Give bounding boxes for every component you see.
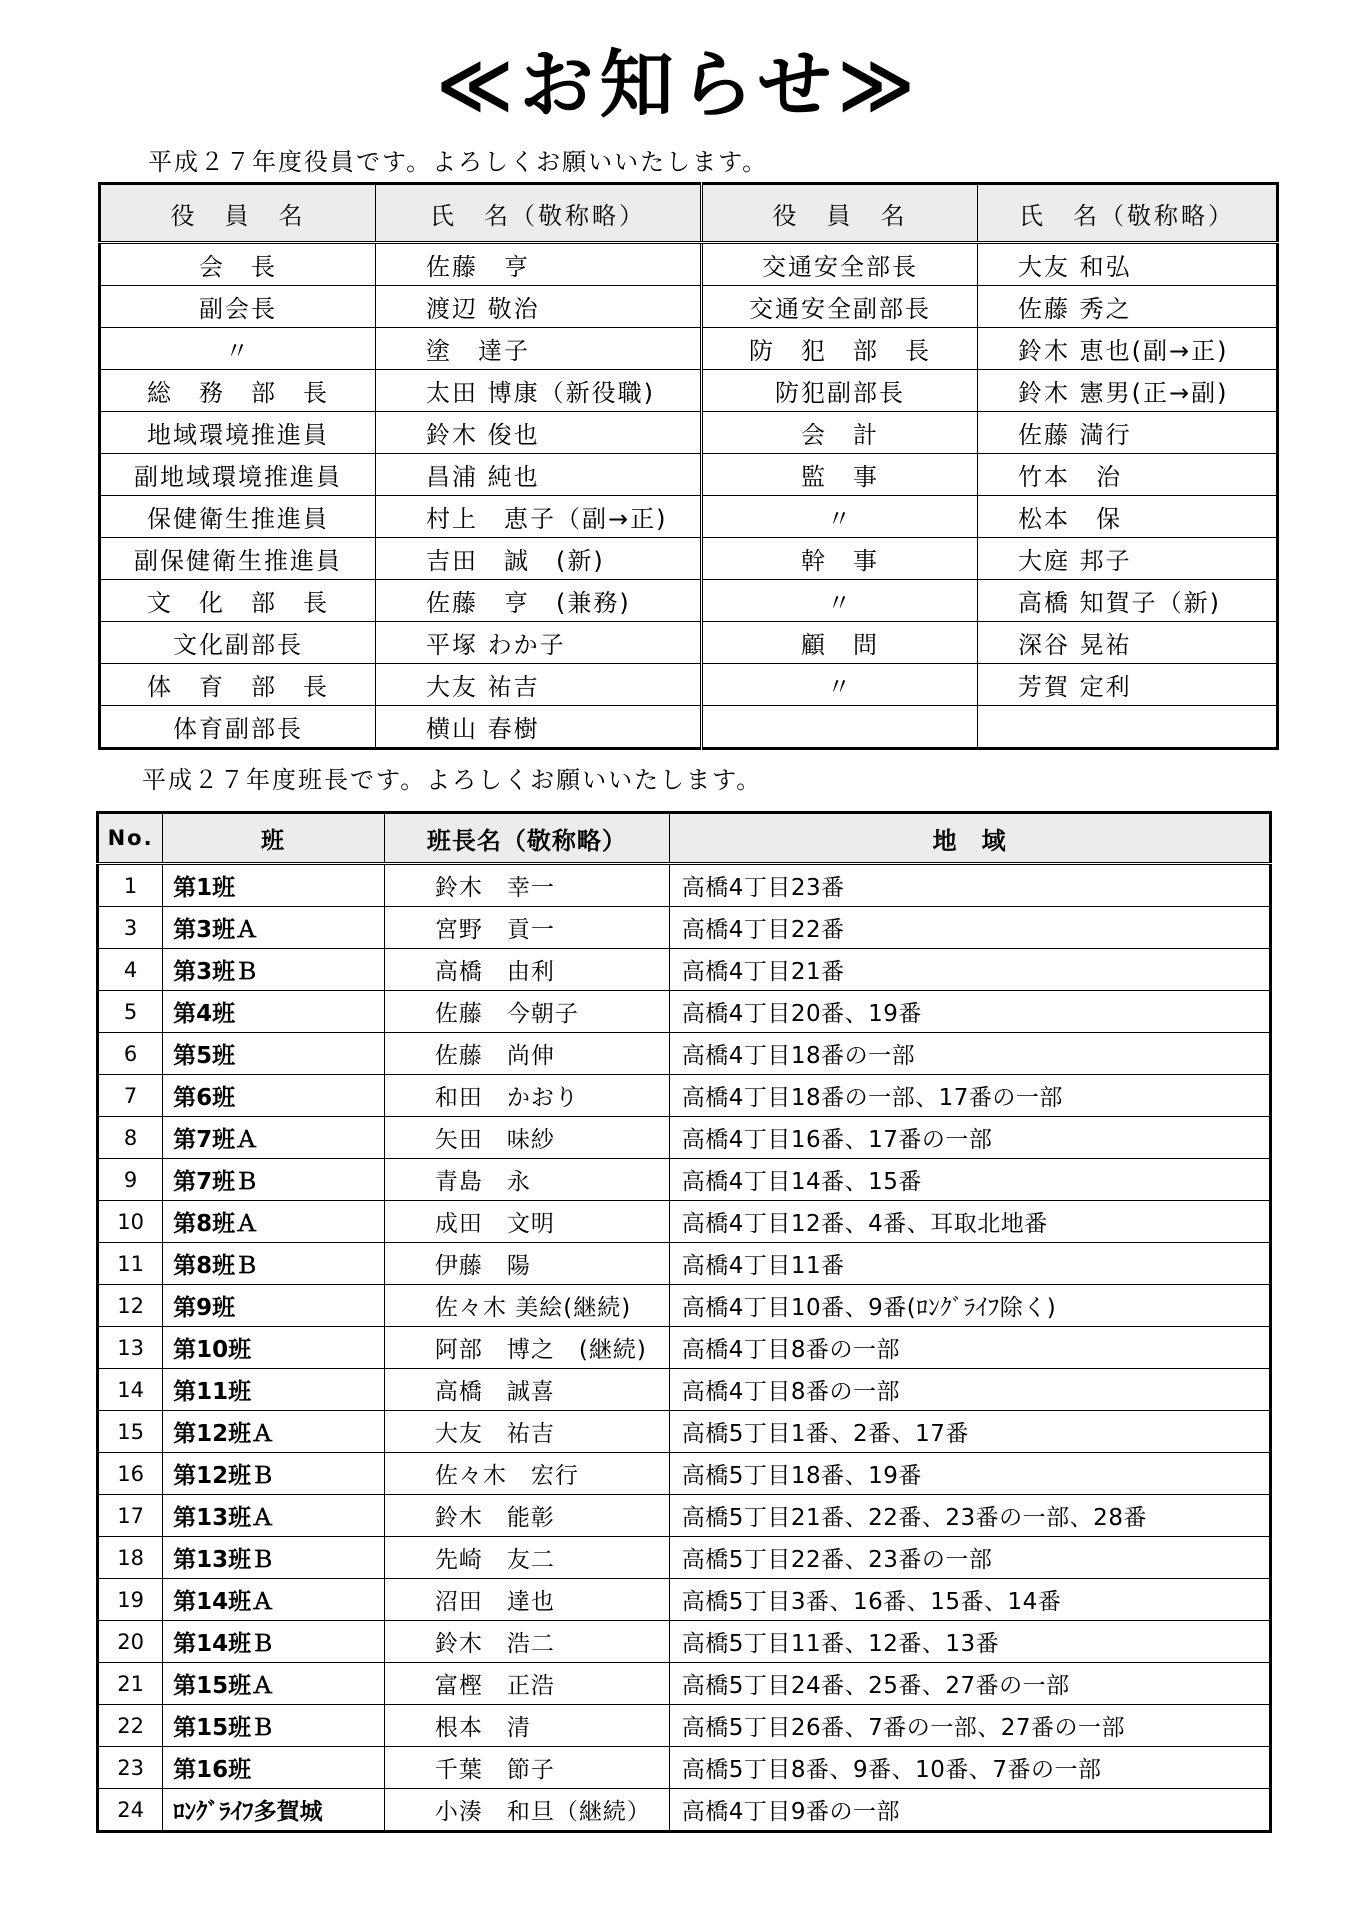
leader-name-cell: 鈴木 幸一 — [384, 864, 669, 907]
officer-name-cell: 松本 保 — [978, 496, 1278, 538]
officer-name-cell: 鈴木 俊也 — [376, 412, 702, 454]
leader-row — [98, 1327, 1271, 1369]
officer-name-cell: 佐藤 秀之 — [978, 286, 1278, 328]
leader-row — [98, 1747, 1271, 1789]
officer-name-cell: 竹本 治 — [978, 454, 1278, 496]
leader-no-cell: 22 — [98, 1705, 163, 1747]
officer-role-cell: 会 計 — [702, 412, 978, 454]
officer-name-cell: 横山 春樹 — [376, 706, 702, 749]
leader-no-cell: 3 — [98, 907, 163, 949]
leader-no-cell: 19 — [98, 1579, 163, 1621]
leader-area-cell: 高橋5丁目3番、16番、15番、14番 — [669, 1579, 1270, 1621]
officer-name-cell: 芳賀 定利 — [978, 664, 1278, 706]
leader-no-cell: 8 — [98, 1117, 163, 1159]
leader-group-cell: 第14班Ａ — [163, 1579, 385, 1621]
officer-name-cell: 大庭 邦子 — [978, 538, 1278, 580]
officer-row — [100, 622, 1278, 664]
leader-name-cell: 鈴木 浩二 — [384, 1621, 669, 1663]
leader-no-cell: 20 — [98, 1621, 163, 1663]
leader-area-cell: 高橋5丁目18番、19番 — [669, 1453, 1270, 1495]
leaders-table — [96, 811, 1272, 1833]
leader-area-cell: 高橋4丁目18番の一部 — [669, 1033, 1270, 1075]
leader-row — [98, 1621, 1271, 1663]
leader-area-cell: 高橋4丁目8番の一部 — [669, 1369, 1270, 1411]
leader-name-cell: 富樫 正浩 — [384, 1663, 669, 1705]
officers-header-role-2: 役 員 名 — [702, 184, 978, 243]
officer-row — [100, 706, 1278, 749]
leader-group-cell: 第8班Ｂ — [163, 1243, 385, 1285]
leader-no-cell: 7 — [98, 1075, 163, 1117]
officer-row — [100, 454, 1278, 496]
leader-group-cell: 第15班Ｂ — [163, 1705, 385, 1747]
officer-row — [100, 412, 1278, 454]
leader-no-cell: 10 — [98, 1201, 163, 1243]
leader-name-cell: 大友 祐吉 — [384, 1411, 669, 1453]
leader-group-cell: ﾛﾝｸﾞﾗｲﾌ多賀城 — [163, 1789, 385, 1832]
officer-row — [100, 538, 1278, 580]
leader-name-cell: 佐々木 美絵(継続) — [384, 1285, 669, 1327]
leader-row — [98, 1495, 1271, 1537]
leaders-header-group: 班 — [163, 813, 385, 864]
leader-group-cell: 第12班Ｂ — [163, 1453, 385, 1495]
leader-row — [98, 1663, 1271, 1705]
officer-name-cell — [978, 706, 1278, 749]
leader-row — [98, 864, 1271, 907]
leader-group-cell: 第3班Ａ — [163, 907, 385, 949]
leader-no-cell: 14 — [98, 1369, 163, 1411]
leader-name-cell: 高橋 由利 — [384, 949, 669, 991]
leader-row — [98, 949, 1271, 991]
officer-role-cell: 〃 — [702, 496, 978, 538]
officer-role-cell: 文化副部長 — [100, 622, 376, 664]
leader-group-cell: 第12班Ａ — [163, 1411, 385, 1453]
leader-row — [98, 1411, 1271, 1453]
leader-group-cell: 第3班Ｂ — [163, 949, 385, 991]
leader-area-cell: 高橋4丁目9番の一部 — [669, 1789, 1270, 1832]
leader-group-cell: 第11班 — [163, 1369, 385, 1411]
leader-area-cell: 高橋4丁目20番、19番 — [669, 991, 1270, 1033]
officer-role-cell: 副地域環境推進員 — [100, 454, 376, 496]
leader-no-cell: 15 — [98, 1411, 163, 1453]
officer-name-cell: 深谷 晃祐 — [978, 622, 1278, 664]
leader-no-cell: 21 — [98, 1663, 163, 1705]
officer-name-cell: 太田 博康（新役職) — [376, 370, 702, 412]
leader-name-cell: 根本 清 — [384, 1705, 669, 1747]
leader-row — [98, 1579, 1271, 1621]
leader-group-cell: 第13班Ａ — [163, 1495, 385, 1537]
leader-row — [98, 991, 1271, 1033]
officer-name-cell: 大友 和弘 — [978, 243, 1278, 286]
leader-name-cell: 矢田 味紗 — [384, 1117, 669, 1159]
officer-role-cell: 会 長 — [100, 243, 376, 286]
leader-no-cell: 1 — [98, 864, 163, 907]
officer-role-cell: 〃 — [702, 580, 978, 622]
leader-name-cell: 伊藤 陽 — [384, 1243, 669, 1285]
officer-name-cell: 鈴木 恵也(副→正) — [978, 328, 1278, 370]
officer-name-cell: 村上 恵子（副→正) — [376, 496, 702, 538]
officers-header-name-2: 氏 名（敬称略） — [978, 184, 1278, 243]
leader-no-cell: 17 — [98, 1495, 163, 1537]
officer-row — [100, 664, 1278, 706]
leader-group-cell: 第14班Ｂ — [163, 1621, 385, 1663]
officer-row — [100, 496, 1278, 538]
leader-area-cell: 高橋5丁目21番、22番、23番の一部、28番 — [669, 1495, 1270, 1537]
title-right-bracket: ≫ — [837, 42, 921, 128]
officers-intro: 平成２７年度役員です。よろしくお願いいたします。 — [148, 148, 769, 176]
officer-role-cell: 防犯副部長 — [702, 370, 978, 412]
leader-area-cell: 高橋4丁目12番、4番、耳取北地番 — [669, 1201, 1270, 1243]
officers-header-name-1: 氏 名（敬称略） — [376, 184, 702, 243]
officer-row — [100, 286, 1278, 328]
officer-role-cell: 体育副部長 — [100, 706, 376, 749]
leader-no-cell: 11 — [98, 1243, 163, 1285]
officer-role-cell: 交通安全部長 — [702, 243, 978, 286]
leader-area-cell: 高橋4丁目11番 — [669, 1243, 1270, 1285]
leader-name-cell: 和田 かおり — [384, 1075, 669, 1117]
officer-name-cell: 昌浦 純也 — [376, 454, 702, 496]
leader-row — [98, 1369, 1271, 1411]
officer-role-cell: 幹 事 — [702, 538, 978, 580]
leader-row — [98, 1159, 1271, 1201]
leader-area-cell: 高橋5丁目22番、23番の一部 — [669, 1537, 1270, 1579]
leader-row — [98, 1243, 1271, 1285]
leader-name-cell: 高橋 誠喜 — [384, 1369, 669, 1411]
leader-no-cell: 5 — [98, 991, 163, 1033]
leader-row — [98, 1285, 1271, 1327]
title-left-bracket: ≪ — [436, 42, 520, 128]
leader-group-cell: 第10班 — [163, 1327, 385, 1369]
leader-area-cell: 高橋4丁目21番 — [669, 949, 1270, 991]
leader-name-cell: 先崎 友二 — [384, 1537, 669, 1579]
leader-row — [98, 1075, 1271, 1117]
leader-name-cell: 成田 文明 — [384, 1201, 669, 1243]
officers-header-row — [100, 184, 1278, 243]
leader-group-cell: 第4班 — [163, 991, 385, 1033]
leader-group-cell: 第8班Ａ — [163, 1201, 385, 1243]
leader-no-cell: 12 — [98, 1285, 163, 1327]
leader-group-cell: 第7班Ａ — [163, 1117, 385, 1159]
officer-role-cell: 副会長 — [100, 286, 376, 328]
leader-no-cell: 9 — [98, 1159, 163, 1201]
officers-header-role-1: 役 員 名 — [100, 184, 376, 243]
officer-role-cell: 顧 問 — [702, 622, 978, 664]
officer-name-cell: 鈴木 憲男(正→副) — [978, 370, 1278, 412]
leader-group-cell: 第15班Ａ — [163, 1663, 385, 1705]
leader-group-cell: 第7班Ｂ — [163, 1159, 385, 1201]
leaders-header-area: 地 域 — [669, 813, 1270, 864]
leader-row — [98, 1117, 1271, 1159]
officer-role-cell: 総 務 部 長 — [100, 370, 376, 412]
leader-name-cell: 鈴木 能彰 — [384, 1495, 669, 1537]
leader-name-cell: 阿部 博之 (継続) — [384, 1327, 669, 1369]
leader-group-cell: 第5班 — [163, 1033, 385, 1075]
leader-area-cell: 高橋4丁目8番の一部 — [669, 1327, 1270, 1369]
officer-role-cell: 文 化 部 長 — [100, 580, 376, 622]
leader-no-cell: 24 — [98, 1789, 163, 1832]
officers-table — [98, 182, 1279, 750]
officer-name-cell: 高橋 知賀子（新) — [978, 580, 1278, 622]
officer-role-cell: 〃 — [702, 664, 978, 706]
leader-name-cell: 宮野 貢一 — [384, 907, 669, 949]
leader-no-cell: 23 — [98, 1747, 163, 1789]
officer-role-cell: 副保健衛生推進員 — [100, 538, 376, 580]
leader-area-cell: 高橋5丁目11番、12番、13番 — [669, 1621, 1270, 1663]
officer-role-cell: 交通安全副部長 — [702, 286, 978, 328]
leader-row — [98, 1789, 1271, 1832]
officer-role-cell: 〃 — [100, 328, 376, 370]
leader-no-cell: 18 — [98, 1537, 163, 1579]
officer-role-cell — [702, 706, 978, 749]
officer-role-cell: 保健衛生推進員 — [100, 496, 376, 538]
leader-name-cell: 小湊 和旦（継続） — [384, 1789, 669, 1832]
officer-name-cell: 佐藤 亨 (兼務) — [376, 580, 702, 622]
officer-role-cell: 防 犯 部 長 — [702, 328, 978, 370]
leader-name-cell: 沼田 達也 — [384, 1579, 669, 1621]
leader-name-cell: 青島 永 — [384, 1159, 669, 1201]
leader-group-cell: 第6班 — [163, 1075, 385, 1117]
leaders-header-no: No. — [98, 813, 163, 864]
leader-no-cell: 16 — [98, 1453, 163, 1495]
leader-no-cell: 6 — [98, 1033, 163, 1075]
leader-no-cell: 4 — [98, 949, 163, 991]
leader-area-cell: 高橋5丁目8番、9番、10番、7番の一部 — [669, 1747, 1270, 1789]
leader-name-cell: 佐々木 宏行 — [384, 1453, 669, 1495]
leader-group-cell: 第1班 — [163, 864, 385, 907]
officer-row — [100, 243, 1278, 286]
leader-group-cell: 第13班Ｂ — [163, 1537, 385, 1579]
title-text: お知らせ — [519, 42, 838, 128]
leader-row — [98, 1201, 1271, 1243]
officer-name-cell: 吉田 誠 (新) — [376, 538, 702, 580]
leader-area-cell: 高橋4丁目22番 — [669, 907, 1270, 949]
page-title — [0, 42, 1357, 128]
leader-area-cell: 高橋4丁目14番、15番 — [669, 1159, 1270, 1201]
leader-group-cell: 第9班 — [163, 1285, 385, 1327]
officer-name-cell: 渡辺 敬治 — [376, 286, 702, 328]
leaders-intro: 平成２７年度班長です。よろしくお願いいたします。 — [142, 766, 763, 794]
leader-row — [98, 1705, 1271, 1747]
leader-name-cell: 佐藤 尚伸 — [384, 1033, 669, 1075]
leader-area-cell: 高橋5丁目26番、7番の一部、27番の一部 — [669, 1705, 1270, 1747]
leader-name-cell: 千葉 節子 — [384, 1747, 669, 1789]
leader-group-cell: 第16班 — [163, 1747, 385, 1789]
officer-role-cell: 地域環境推進員 — [100, 412, 376, 454]
leader-name-cell: 佐藤 今朝子 — [384, 991, 669, 1033]
leader-area-cell: 高橋4丁目10番、9番(ﾛﾝｸﾞﾗｲﾌ除く) — [669, 1285, 1270, 1327]
leader-row — [98, 907, 1271, 949]
officer-row — [100, 328, 1278, 370]
leader-no-cell: 13 — [98, 1327, 163, 1369]
officer-role-cell: 体 育 部 長 — [100, 664, 376, 706]
leaders-header-leader: 班長名（敬称略） — [384, 813, 669, 864]
officer-name-cell: 塗 達子 — [376, 328, 702, 370]
officer-name-cell: 平塚 わか子 — [376, 622, 702, 664]
officer-name-cell: 佐藤 亨 — [376, 243, 702, 286]
leader-area-cell: 高橋4丁目16番、17番の一部 — [669, 1117, 1270, 1159]
officer-name-cell: 大友 祐吉 — [376, 664, 702, 706]
officer-name-cell: 佐藤 満行 — [978, 412, 1278, 454]
officer-role-cell: 監 事 — [702, 454, 978, 496]
officer-row — [100, 580, 1278, 622]
leader-row — [98, 1033, 1271, 1075]
leader-area-cell: 高橋5丁目24番、25番、27番の一部 — [669, 1663, 1270, 1705]
officer-row — [100, 370, 1278, 412]
leaders-header-row — [98, 813, 1271, 864]
leader-area-cell: 高橋4丁目18番の一部、17番の一部 — [669, 1075, 1270, 1117]
leader-row — [98, 1537, 1271, 1579]
leader-area-cell: 高橋4丁目23番 — [669, 864, 1270, 907]
leader-area-cell: 高橋5丁目1番、2番、17番 — [669, 1411, 1270, 1453]
leader-row — [98, 1453, 1271, 1495]
